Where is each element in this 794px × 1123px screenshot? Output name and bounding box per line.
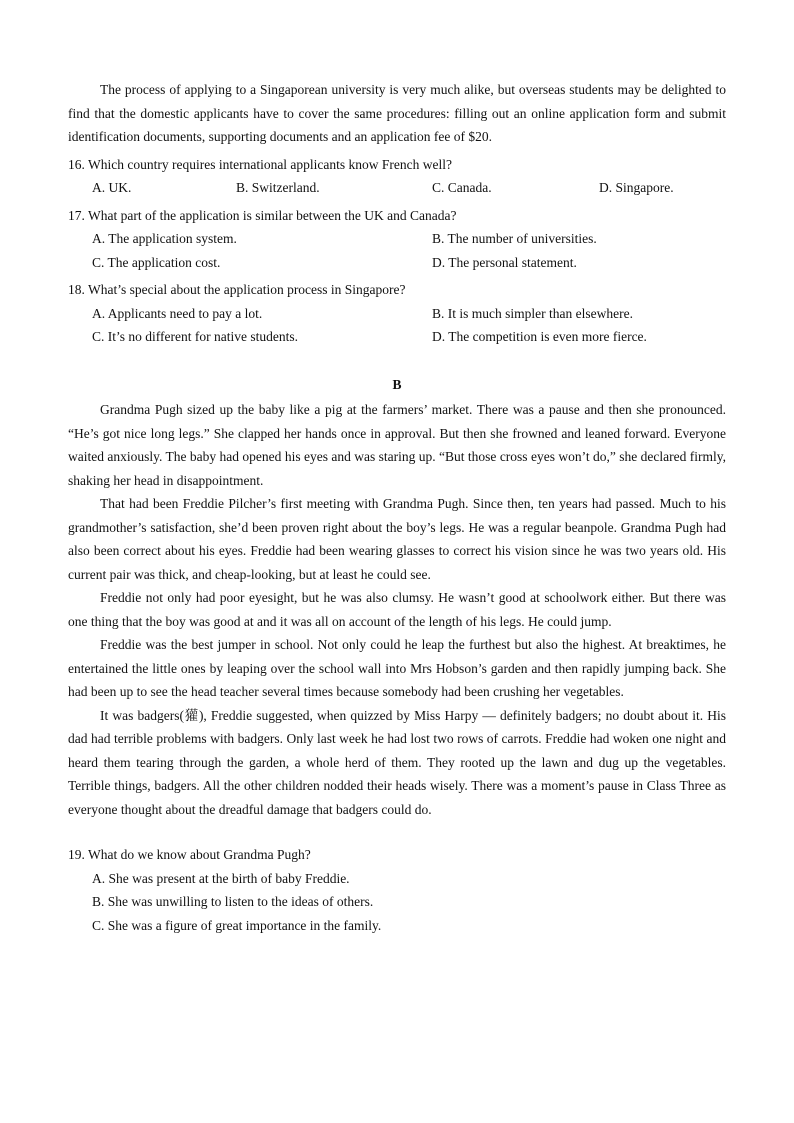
passage-a-paragraph: The process of applying to a Singaporean university is very much alike, but overseas students may be delighted to find that the domestic applicants have to cover the same procedures: filling out an online application form and submit identification documents, supporting documents and an application fee of $20.	[68, 82, 726, 144]
options-grid	[68, 302, 726, 349]
question-18	[68, 278, 726, 349]
passage-b-paragraph-1: Grandma Pugh sized up the baby like a pig at the farmers’ market. There was a pause and then she pronounced. “He’s got nice long legs.” She clapped her hands once in approval. But then she frowned and leaned forward. Everyone waited anxiously. The baby had opened his eyes and was staring up. “But those cross eyes won’t do,” she declared firmly, shaking her head in disappointment.	[68, 402, 726, 488]
option-a: A. UK.	[92, 180, 132, 195]
passage-b-paragraph-3: Freddie not only had poor eyesight, but he was also clumsy. He wasn’t good at schoolwork either. But there was one thing that the boy was good at and it was all on account of the length of his legs. He could jump.	[68, 590, 726, 629]
question-stem: 19. What do we know about Grandma Pugh?	[68, 847, 311, 862]
spacer	[68, 821, 726, 843]
passage-b-paragraph-2: That had been Freddie Pilcher’s first meeting with Grandma Pugh. Since then, ten years had passed. Much to his grandmother’s satisfaction, she’d been proven right about the boy’s legs. He was a regular beanpole. Grandma Pugh had also been correct about his eyes. Freddie had been wearing glasses to correct his vision since he was two years old. His current pair was thick, and cheap-looking, but at least he could see.	[68, 496, 726, 582]
passage-b-paragraph-4: Freddie was the best jumper in school. Not only could he leap the furthest but also the highest. At breaktimes, he entertained the little ones by leaping over the school wall into Mrs Hobson’s garden and then rapidly jumping back. She had been up to see the head teacher several times because somebody had been crushing her vegetables.	[68, 637, 726, 699]
option-d: D. The competition is even more fierce.	[432, 329, 647, 344]
options-row	[68, 176, 726, 200]
question-stem: 16. Which country requires international applicants know French well?	[68, 156, 453, 172]
question-19	[68, 843, 726, 937]
option-c: C. The application cost.	[92, 254, 221, 270]
passage-b-paragraph-5: It was badgers(獾), Freddie suggested, when quizzed by Miss Harpy — definitely badgers; no doubt about it. His dad had terrible problems with badgers. Only last week he had lost two rows of carrots. Freddie had woken one night and heard them tearing through the garden, a whole herd of them. They rooted up the lawn and dug up the vegetables. Terrible things, badgers. All the other children nodded their heads wisely. There was a moment’s pause in Class Three as everyone thought about the dreadful damage that badgers could do.	[68, 707, 726, 817]
option-b: B. The number of universities.	[432, 231, 597, 246]
option-b: B. She was unwilling to listen to the ideas of others.	[92, 894, 374, 909]
option-d: D. Singapore.	[599, 180, 674, 195]
option-a: A. Applicants need to pay a lot.	[92, 305, 263, 321]
option-b: B. Switzerland.	[236, 180, 320, 195]
options-grid	[68, 227, 726, 274]
question-stem: 18. What’s special about the application process in Singapore?	[68, 282, 406, 297]
option-c: C. She was a figure of great importance in the family.	[92, 917, 382, 933]
option-a: A. She was present at the birth of baby Freddie.	[92, 870, 350, 886]
section-b-heading: B	[392, 376, 402, 392]
option-d: D. The personal statement.	[432, 254, 577, 270]
question-stem: 17. What part of the application is similar between the UK and Canada?	[68, 207, 457, 223]
option-c: C. Canada.	[432, 180, 492, 195]
exam-page	[68, 78, 726, 937]
question-16	[68, 153, 726, 200]
question-17	[68, 204, 726, 275]
option-b: B. It is much simpler than elsewhere.	[432, 305, 633, 321]
option-a: A. The application system.	[92, 231, 237, 246]
option-c: C. It’s no different for native students.	[92, 329, 298, 344]
